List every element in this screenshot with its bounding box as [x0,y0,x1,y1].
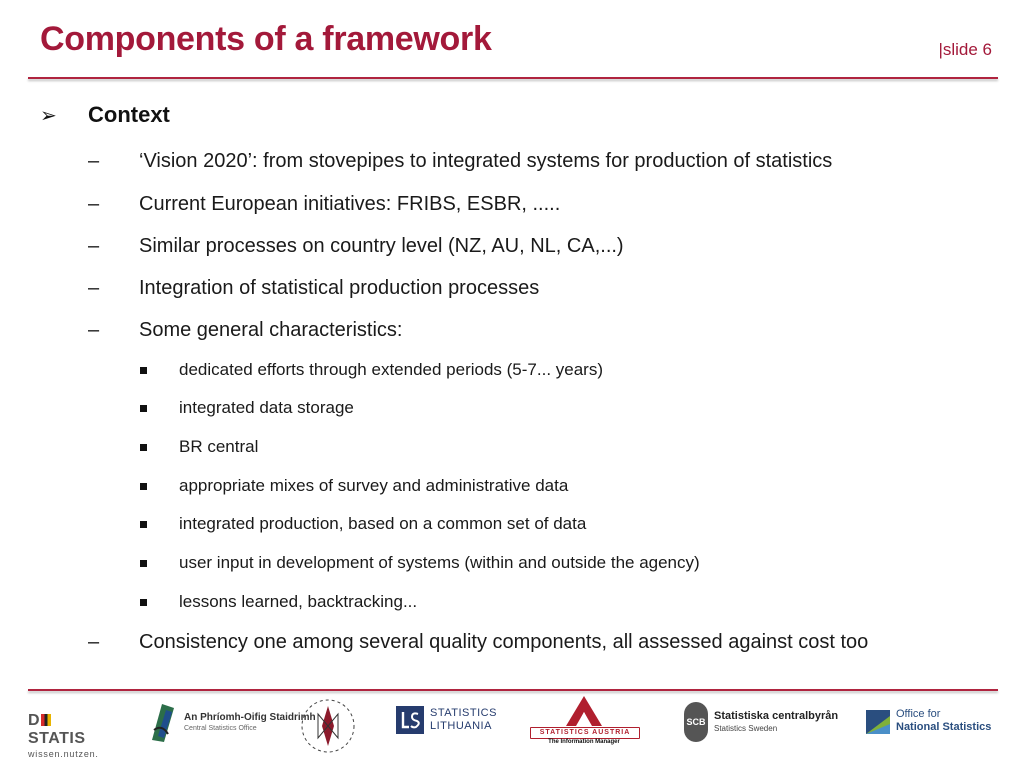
statistics-lithuania-logo: STATISTICS LITHUANIA [396,704,506,744]
square-bullet-icon [140,560,147,567]
scb-emblem-icon: SCB [684,702,708,742]
latvia-statistics-seal-icon [300,696,356,756]
cso-emblem-icon [148,700,178,744]
square-bullet-icon [140,405,147,412]
dash-bullet-icon: – [88,277,100,299]
slide-title: Components of a framework [40,20,492,58]
sub-list-item: lessons learned, backtracking... [140,592,417,612]
sub-list-item: user input in development of systems (within and outside the agency) [140,553,700,573]
list-item: – Integration of statistical production processes [88,277,540,299]
list-item: – Consistency one among several quality components, all assessed against cost too [88,631,869,653]
sub-list-item: dedicated efforts through extended periods (5-7... years) [140,360,603,380]
list-item: – ‘Vision 2020’: from stovepipes to integrated systems for production of statistics [88,150,833,172]
bullet-context [40,102,170,128]
cso-ireland-logo: An Phríomh-Oifig Staidrimh Central Statistics Office [148,698,288,748]
square-bullet-icon [140,599,147,606]
lithuania-ls-icon [396,706,424,734]
context-heading: Context [88,102,170,127]
list-item: – Some general characteristics: [88,319,403,341]
dash-bullet-icon: – [88,631,100,653]
scb-sweden-logo: SCB Statistiska centralbyrån Statistics Sweden [684,702,844,746]
dash-bullet-icon: – [88,150,100,172]
footer-divider [28,689,998,691]
dash-bullet-icon: – [88,235,100,257]
destatis-bars-icon [41,714,51,726]
partner-logos [0,694,1024,768]
square-bullet-icon [140,444,147,451]
austria-peak-icon [562,694,606,728]
sub-list-item: BR central [140,437,258,457]
slide-number: |slide 6 [938,40,992,59]
arrow-bullet-icon: ➢ [40,104,57,127]
square-bullet-icon [140,521,147,528]
destatis-logo: DSTATIS wissen.nutzen. [28,712,99,759]
square-bullet-icon [140,483,147,490]
dash-bullet-icon: – [88,319,100,341]
ons-emblem-icon [866,710,890,734]
list-item: – Similar processes on country level (NZ, AU, NL, CA,...) [88,235,624,257]
square-bullet-icon [140,367,147,374]
list-item: – Current European initiatives: FRIBS, ESBR, ..... [88,193,561,215]
sub-list-item: integrated production, based on a common set of data [140,514,586,534]
sub-list-item: appropriate mixes of survey and administrative data [140,476,568,496]
ons-logo: Office for National Statistics [866,706,996,746]
sub-list-item: integrated data storage [140,398,354,418]
statistics-austria-logo: STATISTICS AUSTRIA The Information Manager [526,694,642,750]
dash-bullet-icon: – [88,193,100,215]
header-divider [28,77,998,79]
